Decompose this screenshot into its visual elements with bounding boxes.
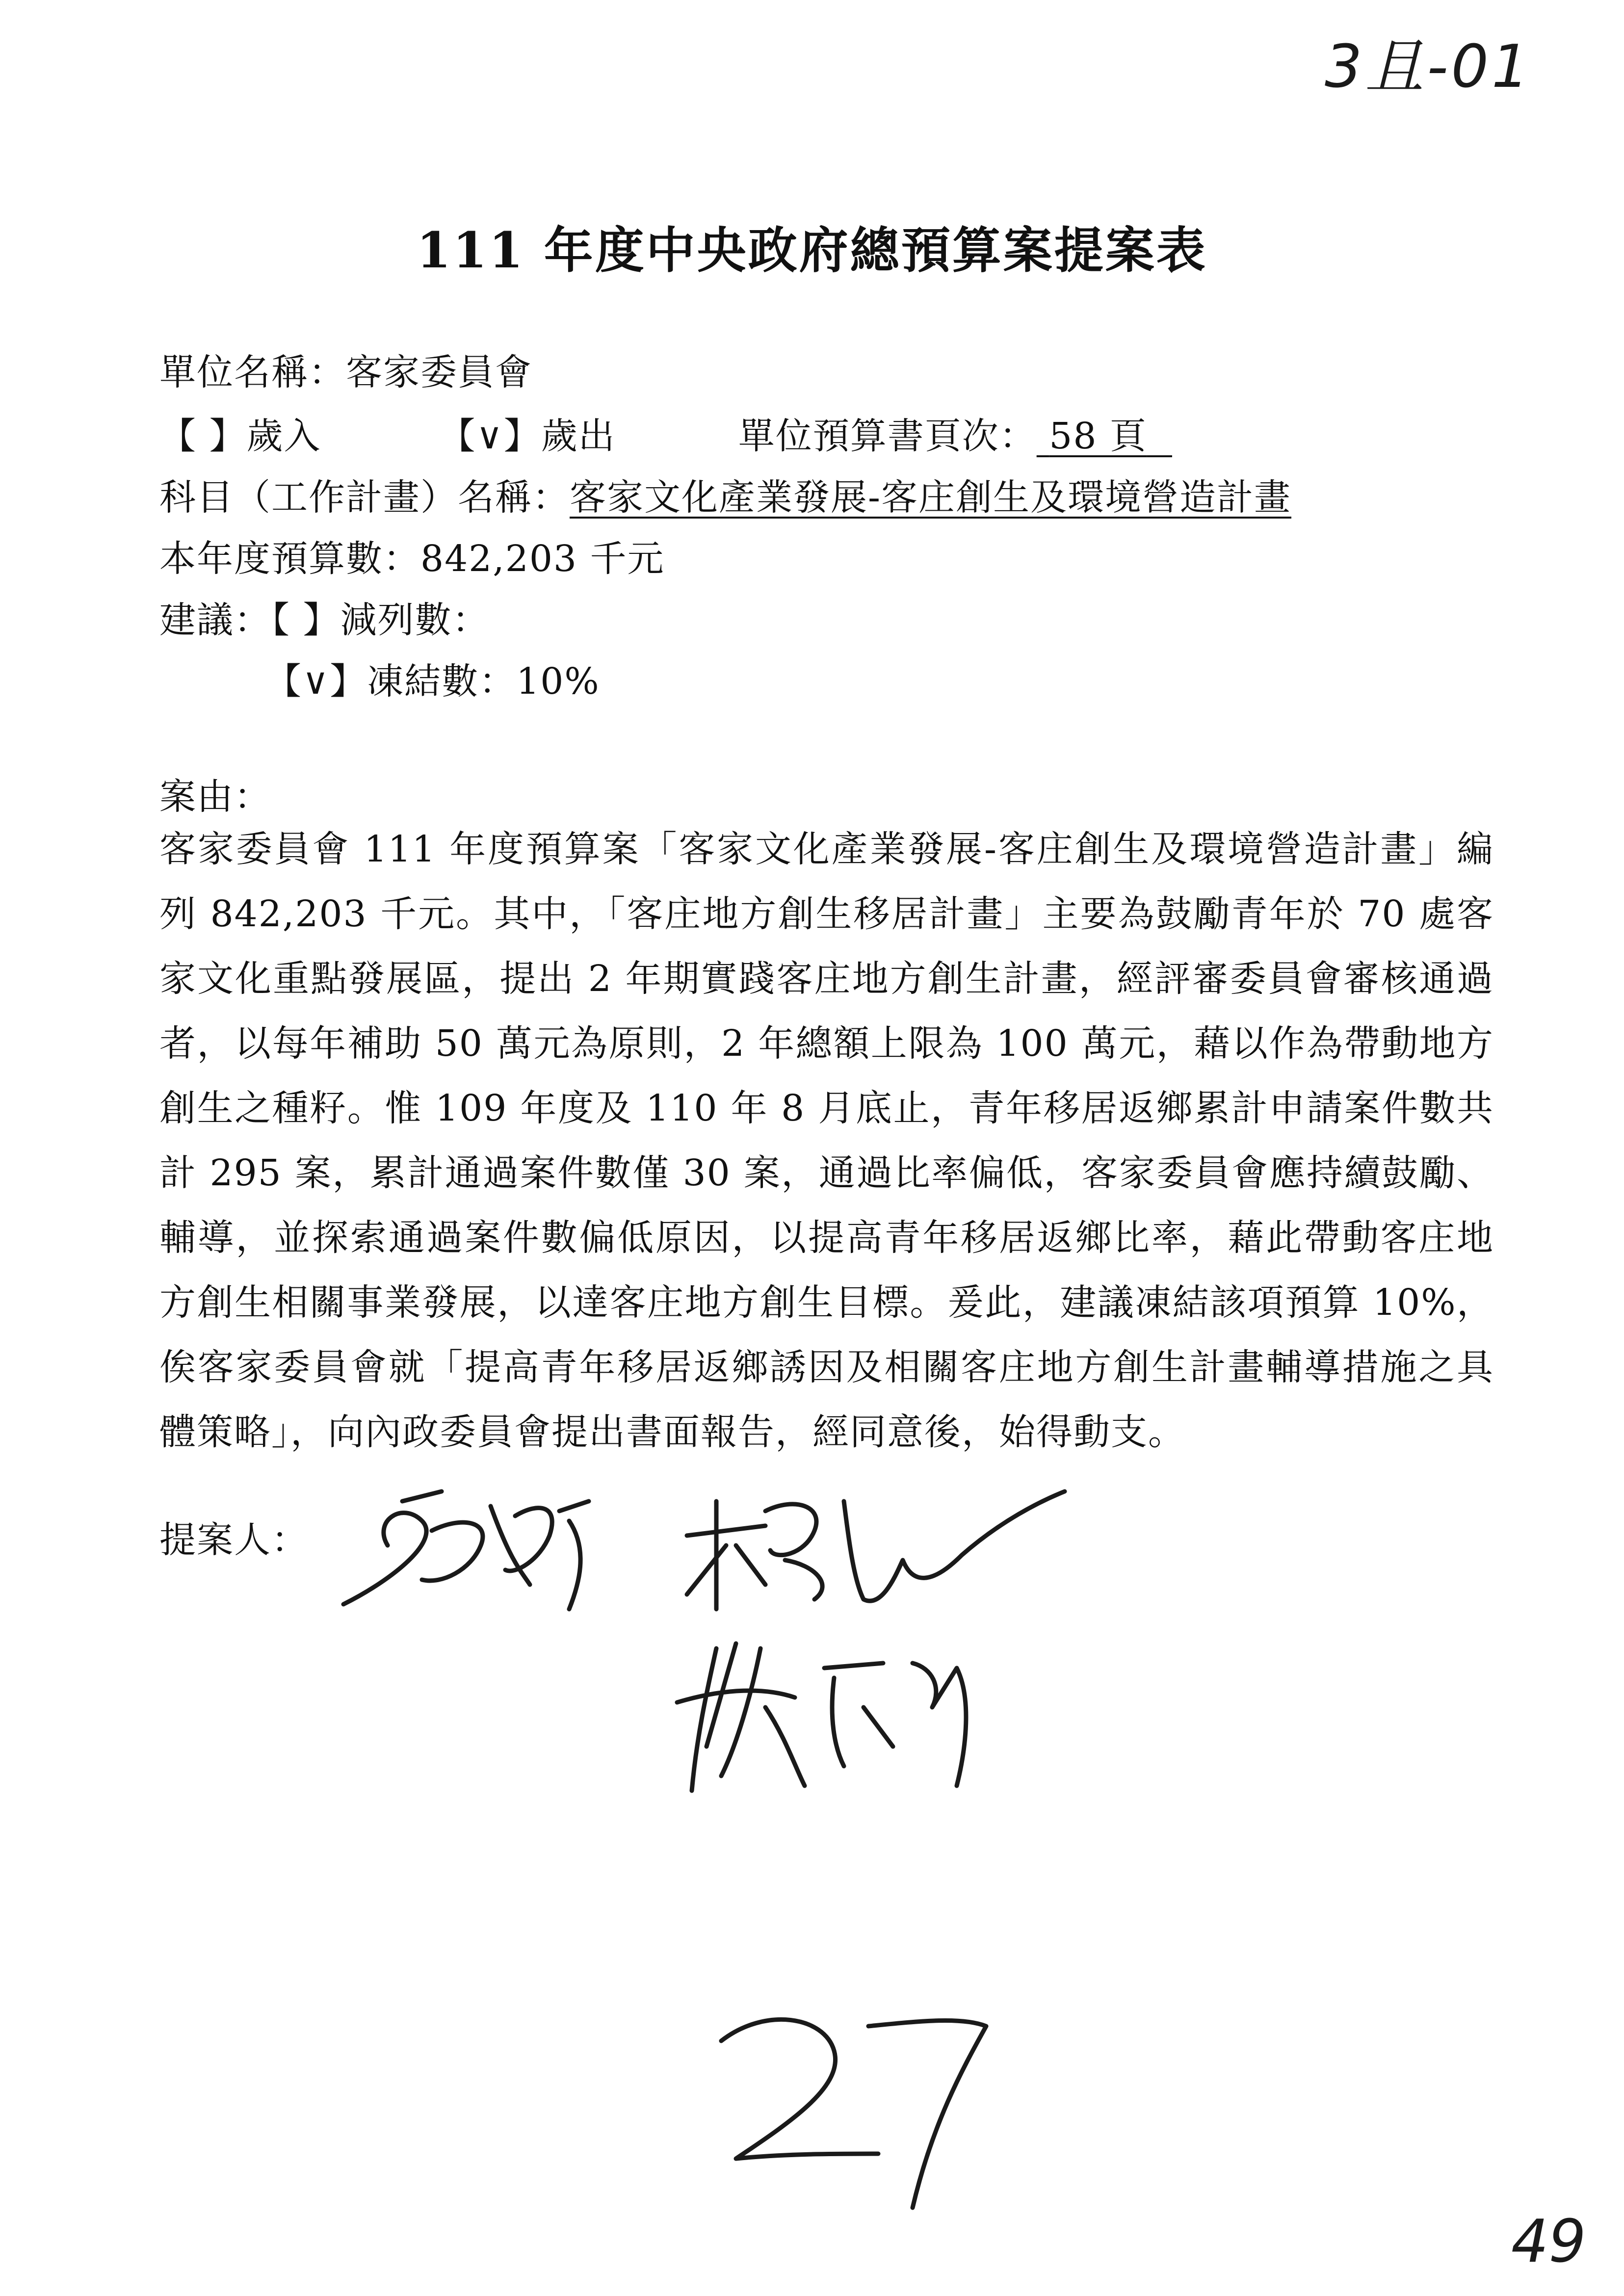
signature-2 [687, 1491, 1065, 1609]
proposer-label: 提案人： [159, 1519, 309, 1561]
signature-1 [343, 1491, 589, 1609]
freeze-checkbox: 【∨】 [265, 660, 367, 703]
budget-value: 842,203 千元 [420, 538, 665, 580]
cut-checkbox: 【 】 [271, 599, 341, 641]
subject-value: 客家文化產業發展-客庄創生及環境營造計畫 [570, 476, 1292, 519]
reason-text: 客家委員會 111 年度預算案「客家文化產業發展-客庄創生及環境營造計畫」編列 842,203 千元。其中，「客庄地方創生移居計畫」主要為鼓勵青年於 70 處客家文化重點發展區，提出 2 年期實踐客庄地方創生計畫，經評審委員會審核通過者，以每年補助 50 萬元為原則，2 年總額上限為 100 萬元，藉以作為帶動地方創生之種籽。惟 109 年度及 110 年 8 月底止，青年移居返鄉累計申請案件數共計 295 案，累計通過案件數僅 30 案，通過比率偏低，客家委員會應持續鼓勵、輔導，並探索通過案件數偏低原因，以提高青年移居返鄉比率，藉此帶動客庄地方創生相關事業發展，以達客庄地方創生目標。爰此，建議凍結該項預算 10%，俟客家委員會就「提高青年移居返鄉誘因及相關客庄地方創生計畫輔導措施之具體策略」，向內政委員會提出書面報告，經同意後，始得動支。 [159, 828, 1494, 1453]
signature-3 [677, 1644, 966, 1791]
freeze-label: 凍結數： [367, 660, 517, 703]
page-ref-label: 單位預算書頁次： [738, 415, 1037, 457]
page-title: 111 年度中央政府總預算案提案表 [417, 221, 1207, 279]
unit-label: 單位名稱： [159, 351, 346, 393]
expense-checkbox: 【∨】 [439, 415, 541, 457]
handwritten-corner-number: 49 [1511, 2208, 1586, 2276]
revenue-checkbox: 【 】 [159, 415, 247, 457]
unit-value: 客家委員會 [346, 351, 532, 393]
page-ref-value: 58 頁 [1049, 415, 1147, 457]
suggest-label: 建議： [159, 599, 271, 641]
revenue-label: 歲入 [246, 415, 321, 457]
handwritten-corner-code: 3且-01 [1325, 33, 1532, 101]
cut-label: 減列數： [340, 599, 490, 641]
handwritten-page-number [721, 2019, 986, 2208]
freeze-value: 10% [516, 660, 600, 703]
page-number-text: 27 [726, 2159, 739, 2171]
budget-label: 本年度預算數： [159, 538, 420, 580]
expense-label: 歲出 [541, 415, 616, 457]
subject-label: 科目（工作計畫）名稱： [159, 476, 570, 519]
reason-label: 案由： [159, 776, 271, 818]
